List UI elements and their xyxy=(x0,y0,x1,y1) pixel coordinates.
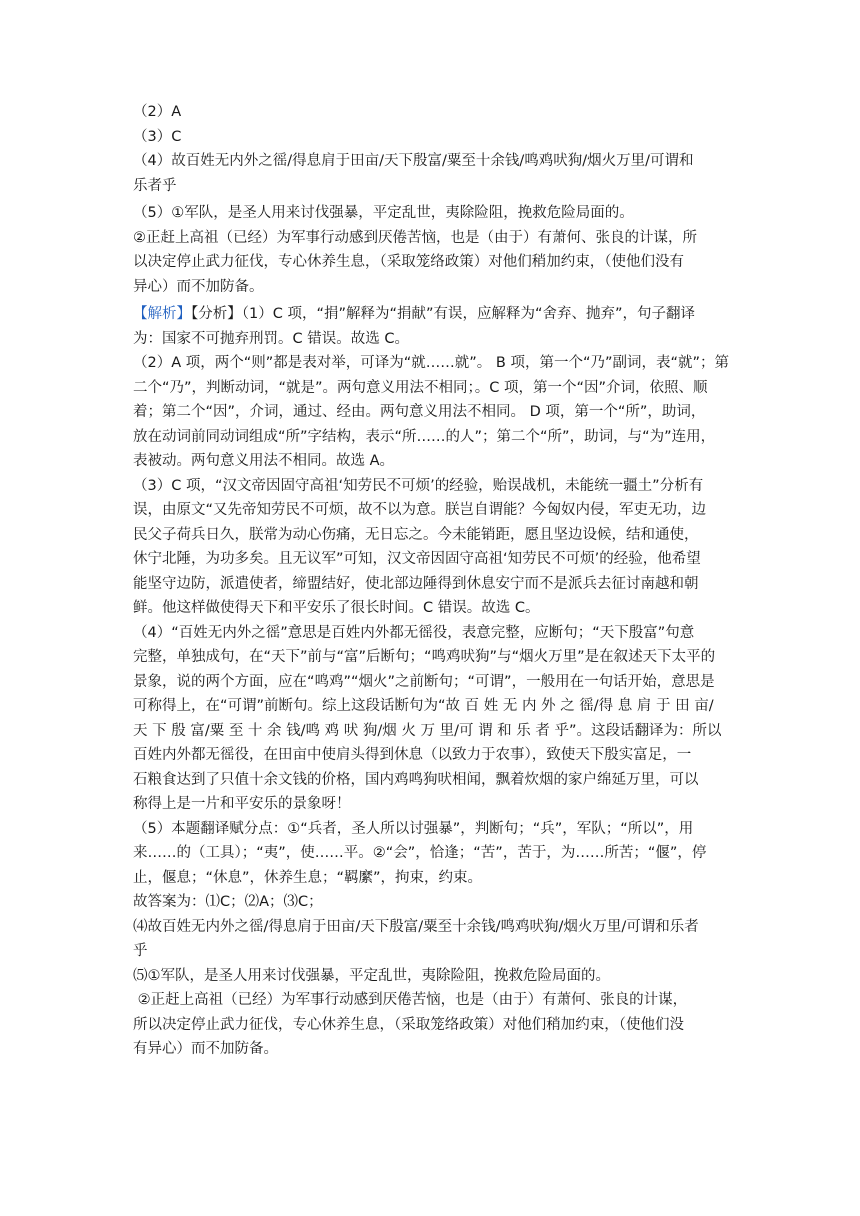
final-answer-4-line: ⑷故百姓无内外之徭/得息肩于田亩/天下殷富/粟至十余钱/鸣鸡吠狗/烟火万里/可谓和乐者 xyxy=(133,918,699,935)
analysis-p4-line: 称得上是一片和平安乐的景象呀！ xyxy=(133,796,351,812)
analysis-p2-line: （2）A 项，两个“则”都是表对举，可译为“就……就”。 B 项，第一个“乃”副词，表“就”；第 xyxy=(133,355,730,371)
analysis-p5-line: 来……的（工具）；“夷”，使……平。②“会”，恰逢；“苦”，苦于，为……所苦；“偃”，停 xyxy=(133,845,707,861)
analysis-p4-line: 可称得上，在“可谓”前断句。综上这段话断句为“故 百 姓 无 内 外 之 徭/得 息 肩 于 田 亩/ xyxy=(133,698,714,714)
answer-3: （3）C xyxy=(133,128,182,145)
analysis-p4-line: 石粮食达到了只值十余文钱的价格，国内鸡鸣狗吠相闻，飘着炊烟的家户绵延万里，可以 xyxy=(133,771,699,788)
answer-4-line: （4）故百姓无内外之徭/得息肩于田亩/天下殷富/粟至十余钱/鸣鸡吠狗/烟火万里/可谓和 xyxy=(133,153,694,169)
analysis-p4-line: 百姓内外都无徭役，在田亩中使肩头得到休息（以致力于农事），致使天下殷实富足，一 xyxy=(133,747,692,763)
answer-5-part-2-line: 异心）而不加防备。 xyxy=(133,278,264,295)
answer-2: （2）A xyxy=(133,104,182,120)
final-answer-5-part-2-line: 所以决定停止武力征伐，专心休养生息，（采取笼络政策）对他们稍加约束，（使他们没 xyxy=(133,1016,684,1033)
answer-5-part-2-line: 以决定停止武力征伐，专心休养生息，（采取笼络政策）对他们稍加约束，（使他们没有 xyxy=(133,254,684,270)
analysis-p1-line: 为：国家不可抛弃刑罚。C 错误。故选 C。 xyxy=(133,330,409,347)
analysis-p5-line: 止，偃息；“休息”，休养生息；“羁縻”，拘束，约束。 xyxy=(133,869,483,886)
final-answer-4-line: 乎 xyxy=(133,943,148,959)
analysis-p3-line: 民父子荷兵日久，朕常为动心伤痛，无日忘之。今未能销距，愿且坚边设候，结和通使， xyxy=(133,526,699,543)
answer-5-part-1: （5）①军队，是圣人用来讨伐强暴，平定乱世，夷除险阻，挽救危险局面的。 xyxy=(133,205,634,221)
analysis-p3-line: 休宁北陲，为功多矣。且无议军”可知，汉文帝因固守高祖‘知劳民不可烦’的经验，他希望 xyxy=(133,551,701,567)
analysis-p3-line: （3）C 项，“汉文帝因固守高祖‘知劳民不可烦’的经验，贻误战机，未能统一疆土”分析有 xyxy=(133,477,704,494)
analysis-p5-line: （5）本题翻译赋分点：①“兵者，圣人所以讨强暴”，判断句；“兵”，军队；“所以”，用 xyxy=(133,820,694,837)
analysis-p3-line: 误，由原文“又先帝知劳民不可烦，故不以为意。朕岂自谓能？今匈奴内侵，军吏无功，边 xyxy=(133,502,707,518)
final-answer-5-part-1: ⑸①军队，是圣人用来讨伐强暴，平定乱世，夷除险阻，挽救危险局面的。 xyxy=(133,967,610,984)
analysis-p2-line: 表被动。两句意义用法不相同。故选 A。 xyxy=(133,453,395,469)
answer-5-part-2-line: ②正赶上高祖（已经）为军事行动感到厌倦苦恼，也是（由于）有萧何、张良的计谋，所 xyxy=(133,229,697,246)
analysis-p3-line: 鲜。他这样做使得天下和平安乐了很长时间。C 错误。故选 C。 xyxy=(133,600,540,616)
analysis-p4-line: 景象，说的两个方面，应在“鸣鸡”“烟火”之前断句；“可谓”，一般用在一句话开始，意思是 xyxy=(133,673,715,690)
analysis-p2-line: 二个“乃”，判断动词，“就是”。两句意义用法不相同；。C 项，第一个“因”介词，依照、顺 xyxy=(133,379,708,396)
final-answer-line: 故答案为：⑴C；⑵A；⑶C； xyxy=(133,894,323,910)
analysis-p4-line: 天 下 殷 富/粟 至 十 余 钱/鸣 鸡 吠 狗/烟 火 万 里/可 谓 和 乐 者 乎”。这段话翻译为：所以 xyxy=(133,722,722,739)
analysis-p4-line: 完整，单独成句，在“天下”前与“富”后断句；“鸣鸡吠狗”与“烟火万里”是在叙述天下太平的 xyxy=(133,649,716,665)
analysis-head-text: 【分析】（1）C 项，“捐”解释为“捐献”有误，应解释为“舍弃、抛弃”，句子翻译 xyxy=(191,306,696,322)
analysis-p2-line: 着；第二个“因”，介词，通过、经由。两句意义用法不相同。 D 项，第一个“所”，助词， xyxy=(133,404,706,420)
final-answer-5-part-2-line: 有异心）而不加防备。 xyxy=(133,1041,278,1057)
answer-4-line: 乐者乎 xyxy=(133,177,177,194)
analysis-first-line xyxy=(133,302,740,327)
final-answer-5-part-2-line: ②正赶上高祖（已经）为军事行动感到厌倦苦恼，也是（由于）有萧何、张良的计谋， xyxy=(133,992,688,1008)
analysis-p3-line: 能坚守边防，派遣使者，缔盟结好，使北部边陲得到休息安宁而不是派兵去征讨南越和朝 xyxy=(133,575,699,592)
analysis-p2-line: 放在动词前同动词组成“所”字结构，表示“所……的人”；第二个“所”，助词，与“为”连用， xyxy=(133,428,716,445)
analysis-tag: 【解析】 xyxy=(133,306,191,322)
analysis-p4-line: （4）“百姓无内外之徭”意思是百姓内外都无徭役，表意完整，应断句；“天下殷富”句意 xyxy=(133,624,695,641)
